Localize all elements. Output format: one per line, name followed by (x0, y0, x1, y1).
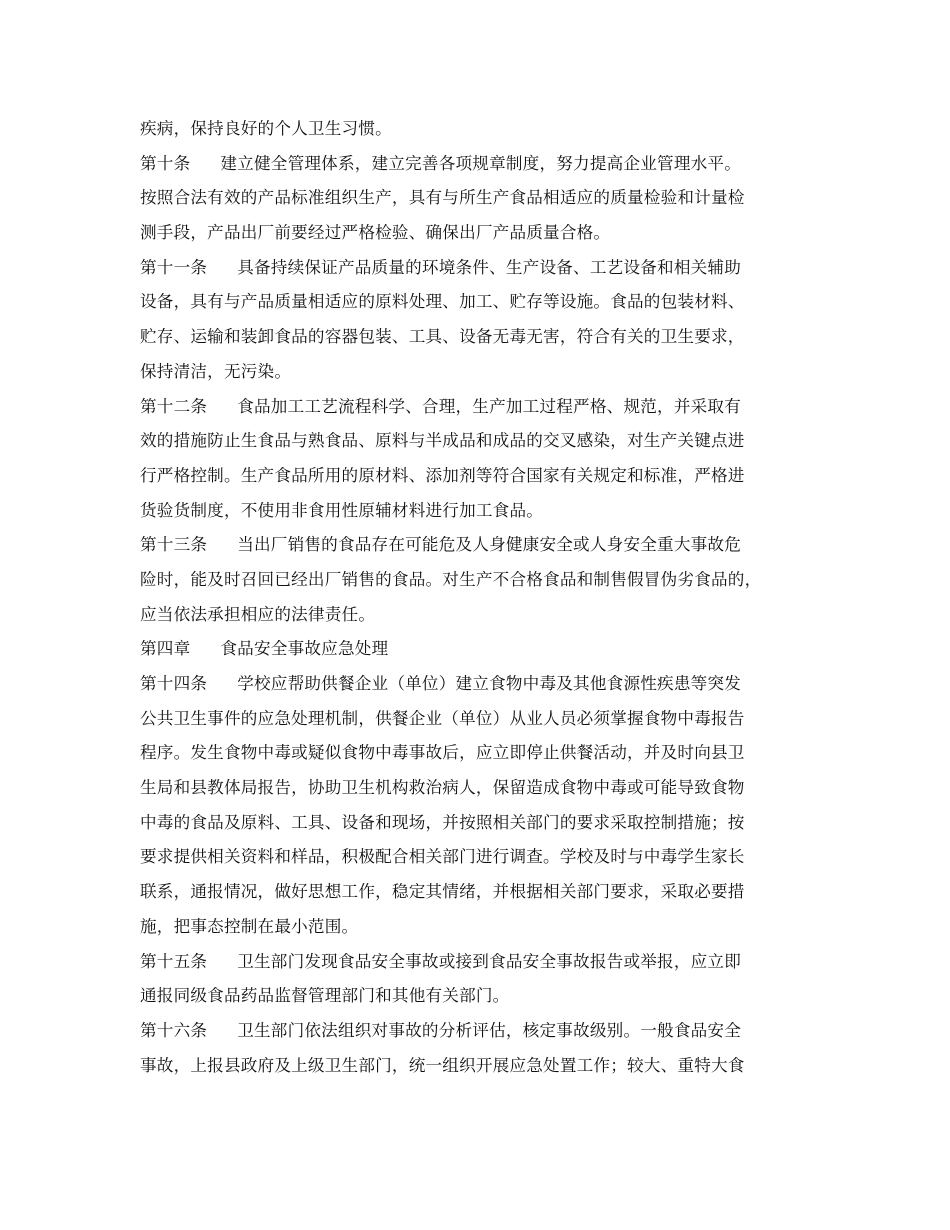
line-text: 建立健全管理体系，建立完善各项规章制度，努力提高企业管理水平。 (220, 153, 741, 173)
document-line (140, 979, 830, 1014)
article-label: 第十三条 (140, 535, 208, 555)
line-text: 应当依法承担相应的法律责任。 (140, 604, 376, 624)
line-text: 货验货制度，不使用非食用性原辅材料进行加工食品。 (140, 500, 544, 520)
line-text: 通报同级食品药品监督管理部门和其他有关部门。 (140, 986, 510, 1006)
document-line (140, 563, 830, 598)
line-text: 保持清洁，无污染。 (140, 361, 292, 381)
line-text: 事故，上报县政府及上级卫生部门，统一组织开展应急处置工作；较大、重特大食 (140, 1055, 745, 1075)
document-line (140, 771, 830, 806)
line-text: 学校应帮助供餐企业（单位）建立食物中毒及其他食源性疾患等突发 (237, 674, 741, 693)
line-text: 联系，通报情况，做好思想工作，稳定其情绪，并根据相关部门要求，采取必要措 (140, 882, 745, 902)
document-line (140, 285, 830, 320)
document-line (140, 840, 830, 875)
line-text: 要求提供相关资料和样品，积极配合相关部门进行调查。学校及时与中毒学生家长 (140, 847, 745, 867)
article-label: 第十四条 (140, 674, 208, 693)
line-text: 卫生部门依法组织对事故的分析评估，核定事故级别。一般食品安全 (237, 1020, 741, 1040)
line-text: 具备持续保证产品质量的环境条件、生产设备、工艺设备和相关辅助 (237, 257, 741, 277)
line-text: 当出厂销售的食品存在可能危及人身健康安全或人身安全重大事故危 (237, 535, 741, 555)
document-line (140, 181, 830, 216)
line-text: 设备，具有与产品质量相适应的原料处理、加工、贮存等设施。食品的包装材料、 (140, 292, 745, 312)
line-text: 效的措施防止生食品与熟食品、原料与半成品和成品的交叉感染，对生产关键点进 (140, 431, 745, 451)
line-text: 程序。发生食物中毒或疑似食物中毒事故后，应立即停止供餐活动，并及时向县卫 (140, 743, 745, 763)
article-label: 第四章 (140, 639, 191, 659)
line-text: 公共卫生事件的应急处理机制，供餐企业（单位）从业人员必须掌握食物中毒报告 (140, 708, 745, 728)
article-label: 第十六条 (140, 1020, 208, 1040)
line-text: 中毒的食品及原料、工具、设备和现场，并按照相关部门的要求采取控制措施；按 (140, 812, 745, 832)
article-label: 第十一条 (140, 257, 208, 277)
line-text: 按照合法有效的产品标准组织生产，具有与所生产食品相适应的质量检验和计量检 (140, 188, 745, 208)
line-text: 食品安全事故应急处理 (220, 639, 389, 659)
line-text: 测手段，产品出厂前要经过严格检验、确保出厂产品质量合格。 (140, 223, 611, 243)
document-line (140, 1049, 830, 1084)
line-text: 施，把事态控制在最小范围。 (140, 916, 359, 936)
document-line (140, 1014, 830, 1049)
line-text: 卫生部门发现食品安全事故或接到食品安全事故报告或举报，应立即 (237, 951, 741, 971)
line-text: 险时，能及时召回已经出厂销售的食品。对生产不合格食品和制售假冒伪劣食品的， (140, 569, 762, 589)
article-label: 第十二条 (140, 396, 208, 416)
document-line (140, 528, 830, 563)
document-line (140, 945, 830, 980)
document-line (140, 736, 830, 771)
line-text: 生局和县教体局报告，协助卫生机构救治病人，保留造成食物中毒或可能导致食物 (140, 778, 745, 798)
document-line (140, 216, 830, 251)
document-line (140, 494, 830, 529)
document-line (140, 598, 830, 633)
document-line (140, 875, 830, 910)
document-line (140, 320, 830, 355)
document-line (140, 910, 830, 945)
document-line (140, 147, 830, 182)
line-text: 食品加工工艺流程科学、合理，生产加工过程严格、规范，并采取有 (237, 396, 741, 416)
document-line (140, 702, 830, 737)
article-label: 第十五条 (140, 951, 208, 971)
article-label: 第十条 (140, 153, 191, 173)
document-line (140, 355, 830, 390)
document-line (140, 251, 830, 286)
line-text: 疾病，保持良好的个人卫生习惯。 (140, 119, 392, 138)
document-line (140, 424, 830, 459)
line-text: 贮存、运输和装卸食品的容器包装、工具、设备无毒无害，符合有关的卫生要求， (140, 327, 745, 347)
document-body (140, 112, 830, 1083)
document-line (140, 632, 830, 667)
document-line (140, 667, 830, 702)
line-text: 行严格控制。生产食品所用的原材料、添加剂等符合国家有关规定和标准，严格进 (140, 465, 745, 485)
document-line (140, 806, 830, 841)
document-line (140, 112, 830, 147)
document-line (140, 459, 830, 494)
document-line (140, 390, 830, 425)
